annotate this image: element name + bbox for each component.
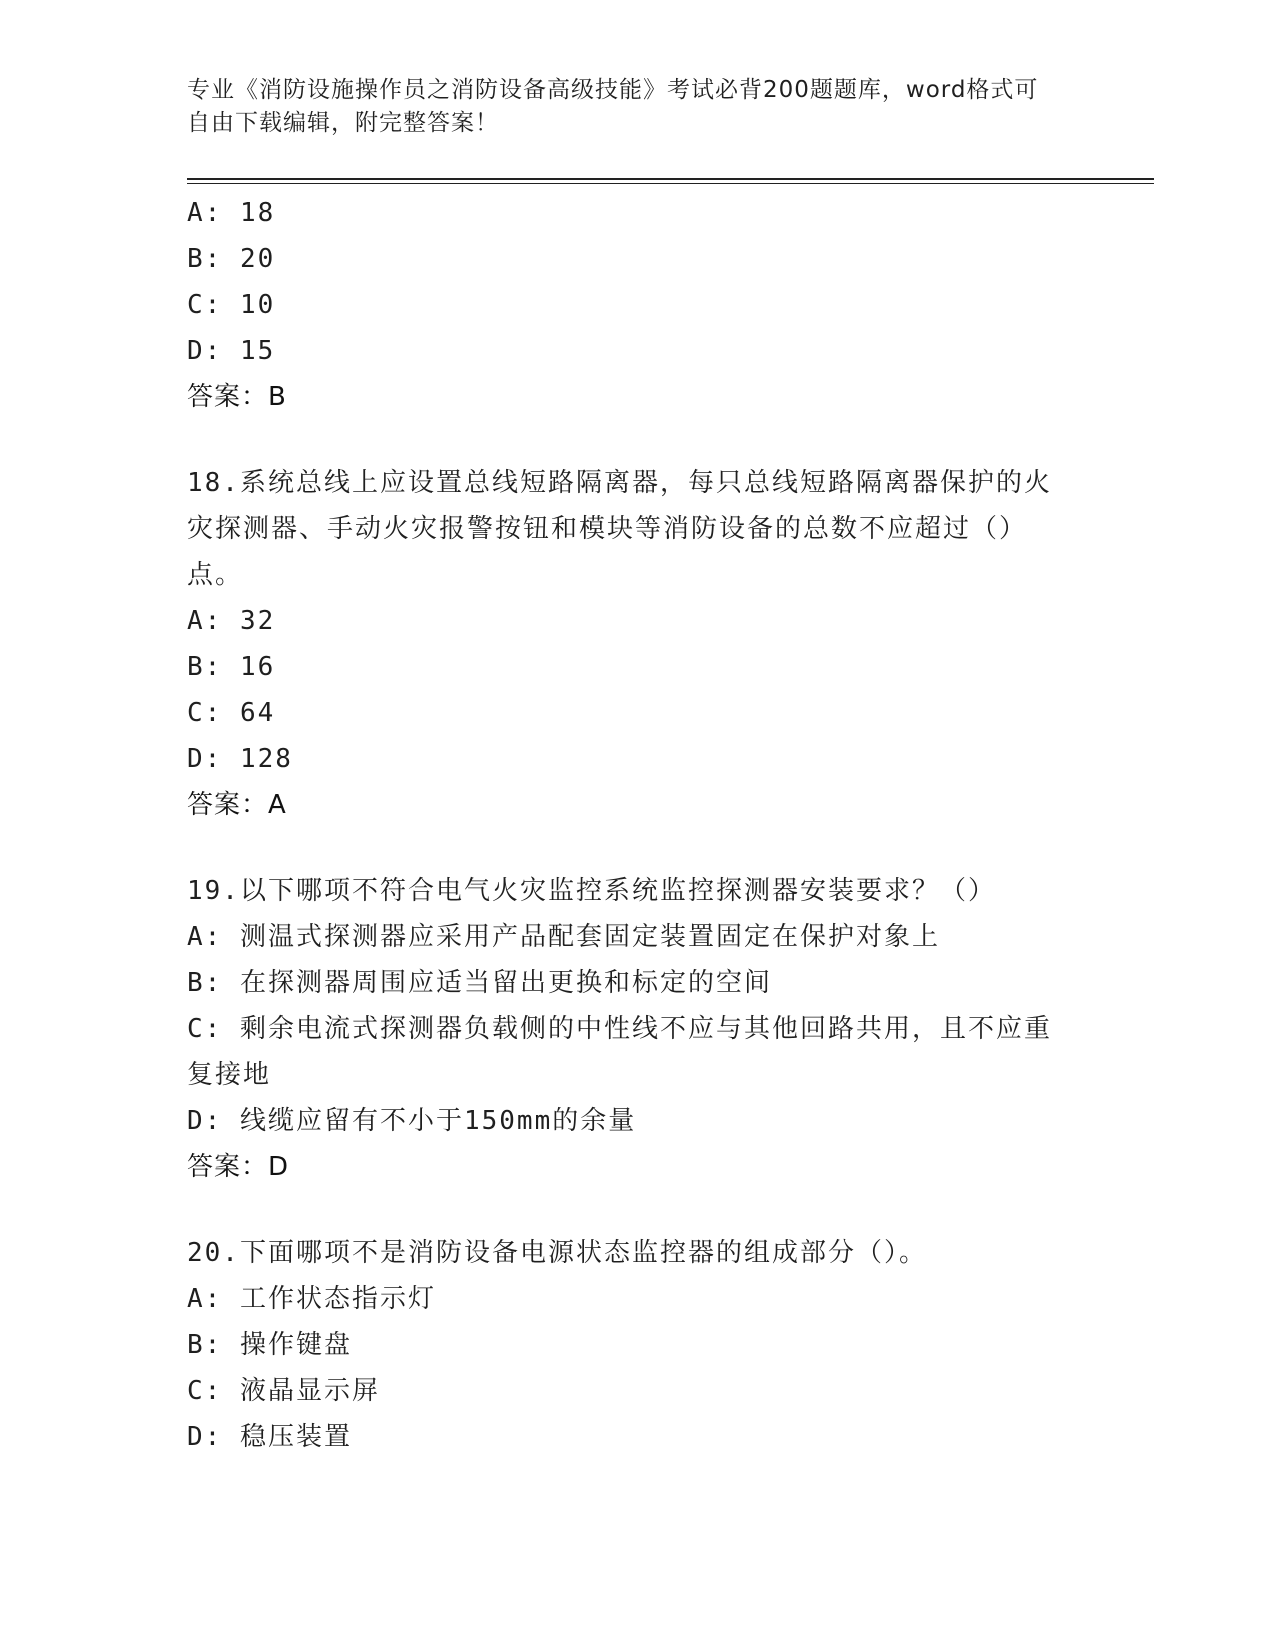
answer: 答案：D — [187, 1152, 290, 1182]
option-c: C: 64 — [187, 698, 276, 728]
question-list — [187, 190, 1087, 1460]
answer: 答案：A — [187, 790, 287, 820]
option-c: C: 液晶显示屏 — [187, 1376, 380, 1406]
option-c: C: 剩余电流式探测器负载侧的中性线不应与其他回路共用，且不应重 — [187, 1014, 1052, 1044]
question-text-line: 19.以下哪项不符合电气火灾监控系统监控探测器安装要求？（） — [187, 876, 996, 906]
spacer — [187, 420, 1087, 460]
option-b: B: 16 — [187, 652, 276, 682]
header-rule-thin — [187, 183, 1154, 184]
spacer — [187, 828, 1087, 868]
question-17-block — [187, 190, 1087, 420]
document-header — [187, 74, 1067, 140]
option-c-continued: 复接地 — [187, 1060, 272, 1090]
header-line-1: 专业《消防设施操作员之消防设备高级技能》考试必背200题题库，word格式可 — [187, 77, 1039, 103]
question-19-block — [187, 868, 1087, 1190]
option-a: A: 32 — [187, 606, 276, 636]
question-20-block — [187, 1230, 1087, 1460]
question-text-line: 18.系统总线上应设置总线短路隔离器，每只总线短路隔离器保护的火 — [187, 468, 1052, 498]
option-b: B: 在探测器周围应适当留出更换和标定的空间 — [187, 968, 772, 998]
option-d: D: 128 — [187, 744, 293, 774]
header-rule-thick — [187, 178, 1154, 180]
question-18-block — [187, 460, 1087, 828]
header-line-2: 自由下载编辑，附完整答案！ — [187, 110, 499, 136]
option-d: D: 稳压装置 — [187, 1422, 352, 1452]
spacer — [187, 1190, 1087, 1230]
option-a: A: 18 — [187, 198, 276, 228]
option-b: B: 20 — [187, 244, 276, 274]
option-a: A: 工作状态指示灯 — [187, 1284, 436, 1314]
option-d: D: 15 — [187, 336, 276, 366]
option-c: C: 10 — [187, 290, 276, 320]
question-text-line: 20.下面哪项不是消防设备电源状态监控器的组成部分（）。 — [187, 1238, 927, 1268]
option-d: D: 线缆应留有不小于150mm的余量 — [187, 1106, 637, 1136]
answer: 答案：B — [187, 382, 287, 412]
question-text-line: 点。 — [187, 560, 244, 590]
question-text-line: 灾探测器、手动火灾报警按钮和模块等消防设备的总数不应超过（） — [187, 514, 1028, 544]
option-a: A: 测温式探测器应采用产品配套固定装置固定在保护对象上 — [187, 922, 940, 952]
option-b: B: 操作键盘 — [187, 1330, 352, 1360]
